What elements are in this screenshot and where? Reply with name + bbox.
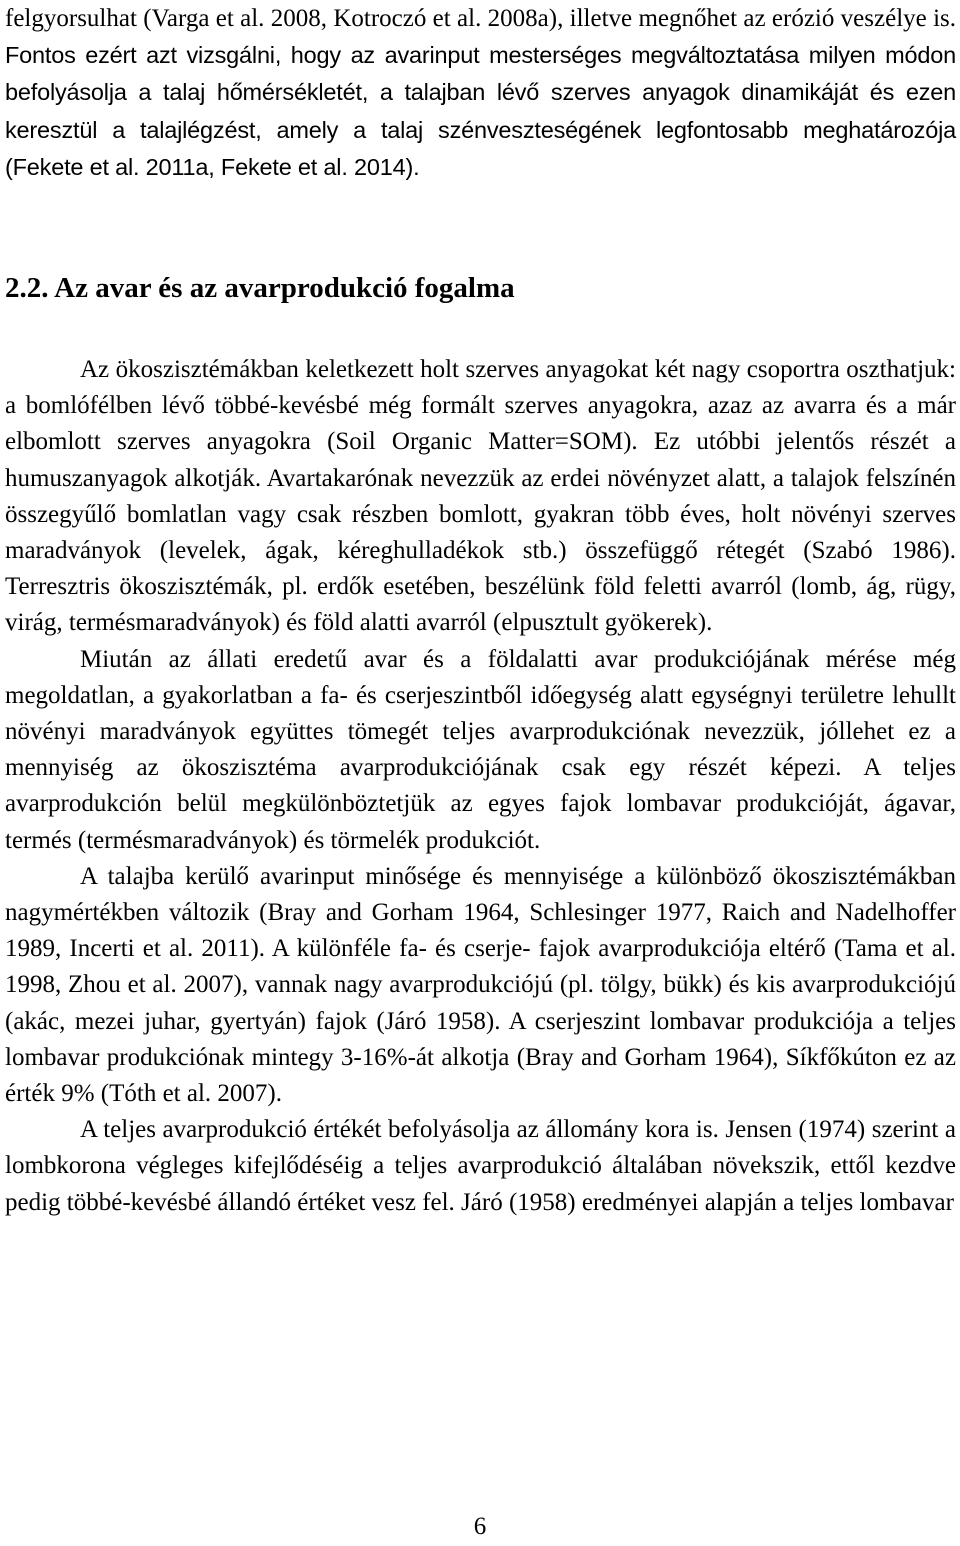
intro-serif-text: felgyorsulhat (Varga et al. 2008, Kotroczó et al. 2008a), illetve megnőhet az erózió veszélye is. [5, 5, 956, 32]
body-paragraph-2: Miután az állati eredetű avar és a földalatti avar produkciójának mérése még megoldatlan, a gyakorlatban a fa- és cserjeszintből időegység alatt egységnyi területre lehullt növényi maradványok együttes tömegét teljes avarprodukciónak nevezzük, jóllehet ez a mennyiség az ökoszisztéma avarprodukciójának csak egy részét képezi. A teljes avarprodukción belül megkülönböztetjük az egyes fajok lombavar produkcióját, ágavar, termés (termésmaradványok) és törmelék produkciót. [5, 645, 956, 854]
body-paragraph-1: Az ökoszisztémákban keletkezett holt szerves anyagokat két nagy csoportra oszthatjuk: a bomlófélben lévő többé-kevésbé még formált szerves anyagokra, azaz az avarra és a már elbomlott szerves anyagokra (Soil Organic Matter=SOM). Ez utóbbi jelentős részét a humuszanyagok alkotják. Avartakarónak nevezzük az erdei növényzet alatt, a talajok felszínén összegyűlő bomlatlan vagy csak részben bomlott, gyakran több éves, holt növényi szerves maradványok (levelek, ágak, kéreghulladékok stb.) összefüggő rétegét (Szabó 1986). Terresztris ökoszisztémák, pl. erdők esetében, beszélünk föld feletti avarról (lomb, ág, rügy, virág, termésmaradványok) és föld alatti avarról (elpusztult gyökerek). [5, 356, 956, 637]
page-number: 6 [473, 1513, 487, 1540]
intro-paragraph-text [5, 0, 956, 186]
intro-paragraph [5, 0, 956, 186]
body-paragraph-4: A teljes avarprodukció értékét befolyásolja az állomány kora is. Jensen (1974) szerint a lombkorona végleges kifejlődéséig a teljes avarprodukció általában növekszik, ettől kezdve pedig többé-kevésbé állandó értéket vesz fel. Járó (1958) eredményei alapján a teljes lombavar [5, 1116, 956, 1216]
section-body [5, 352, 956, 1221]
section-heading: 2.2. Az avar és az avarprodukció fogalma [5, 272, 515, 304]
intro-sans-text: Fontos ezért azt vizsgálni, hogy az avarinput mesterséges megváltoztatása milyen módon befolyásolja a talaj hőmérsékletét, a talajban lévő szerves anyagok dinamikáját és ezen keresztül a talajlégzést, amely a talaj szénveszteségének legfontosabb meghatározója (Fekete et al. 2011a, Fekete et al. 2014). [5, 42, 956, 180]
body-paragraph-3: A talajba kerülő avarinput minősége és mennyisége a különböző ökoszisztémákban nagymértékben változik (Bray and Gorham 1964, Schlesinger 1977, Raich and Nadelhoffer 1989, Incerti et al. 2011). A különféle fa- és cserje- fajok avarprodukciója eltérő (Tama et al. 1998, Zhou et al. 2007), vannak nagy avarprodukciójú (pl. tölgy, bükk) és kis avarprodukciójú (akác, mezei juhar, gyertyán) fajok (Járó 1958). A cserjeszint lombavar produkciója a teljes lombavar produkciónak mintegy 3-16%-át alkotja (Bray and Gorham 1964), Síkfőkúton ez az érték 9% (Tóth et al. 2007). [5, 862, 956, 1108]
